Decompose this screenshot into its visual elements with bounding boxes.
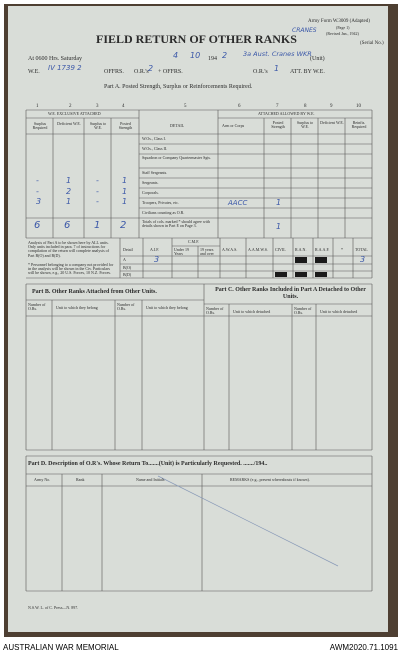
part-b-col: Number of O.Rs. bbox=[117, 302, 135, 311]
part-d-col: Name and Initials bbox=[136, 477, 165, 482]
col-number: 9 bbox=[330, 104, 333, 109]
detail-row: W.Os., Class I. bbox=[142, 136, 166, 141]
col-header: Surplus Required bbox=[32, 121, 48, 130]
detail-row: Civilians counting as O.R. bbox=[142, 210, 185, 215]
analysis-note-2: * Personnel belonging to a company not provided for in the analysis will be shown in the Civ. Particulars will be shown, e.g., 20 U.S. Forces, 10 N.Z. Forces. bbox=[28, 262, 114, 276]
hw-total: 6 bbox=[64, 220, 71, 231]
col-header: Deficient W.E. bbox=[320, 120, 344, 125]
analysis-row-label: B(O) bbox=[123, 265, 132, 270]
offrs-plus-label: + OFFRS. bbox=[158, 69, 183, 75]
analysis-star: * bbox=[341, 247, 343, 252]
hw-entry: 3 bbox=[36, 197, 42, 206]
analysis-total-label: TOTAL bbox=[355, 247, 368, 252]
part-d-title: Part D. Description of O.R's. Whose Return To.......(Unit) is Particularly Requested. ......./194.. bbox=[28, 461, 268, 467]
col-header: Surplus to W.E. bbox=[296, 120, 314, 129]
col-number: 4 bbox=[122, 104, 125, 109]
part-c-col: Number of O.Rs. bbox=[294, 306, 312, 315]
detail-row: Totals of cols. marked * should agree with details shown in Part E on Page 3. bbox=[142, 219, 210, 228]
part-c-title: Part C. Other Ranks Included in Part A Detached to Other Units. bbox=[215, 287, 366, 300]
printer-imprint: N.S.W. L. of C. Press—N. 897. bbox=[28, 605, 79, 610]
hw-total: 2 bbox=[120, 220, 127, 231]
part-d-col: Army No. bbox=[34, 477, 51, 482]
analysis-over19: 19 years and over bbox=[200, 247, 214, 256]
part-d-col: Rank bbox=[76, 477, 85, 482]
offrs-label: OFFRS. bbox=[104, 69, 124, 75]
hw-entry: - bbox=[96, 176, 99, 185]
hw-entry: 1 bbox=[122, 176, 128, 185]
att-label: ATT. BY W.E. bbox=[290, 69, 325, 75]
col-number: 1 bbox=[36, 104, 39, 109]
hw-entry: - bbox=[96, 187, 99, 196]
hw-total: 6 bbox=[34, 220, 41, 231]
revised-date: (Revised Jan., 1942) bbox=[326, 31, 359, 36]
col-number: 7 bbox=[276, 104, 279, 109]
analysis-row-label: B(D) bbox=[123, 272, 132, 277]
col-number: 2 bbox=[69, 104, 72, 109]
hw-entry: - bbox=[36, 187, 39, 196]
analysis-civil: CIVIL bbox=[275, 247, 286, 252]
analysis-raaf: R.A.A.F. bbox=[315, 247, 330, 252]
at-line: At 0600 Hrs. Saturday bbox=[28, 56, 82, 62]
unit-handwritten: 3a Aust. Cranes WKR bbox=[243, 50, 312, 58]
date-day: 4 bbox=[173, 51, 179, 60]
part-c-col: Number of O.Rs. bbox=[206, 306, 224, 315]
col-number: 8 bbox=[304, 104, 307, 109]
hw-entry: 1 bbox=[122, 197, 128, 206]
left-group-header: W.E. EXCLUSIVE ATTACHED bbox=[48, 111, 101, 116]
serial-label: (Serial No.) bbox=[360, 41, 384, 46]
analysis-cmf-label: C.M.F. bbox=[188, 239, 200, 244]
page-indicator: (Page 1) bbox=[336, 25, 350, 30]
ors-value: 1 bbox=[274, 64, 280, 73]
part-d-col: REMARKS (e.g., present whereabouts if known). bbox=[230, 477, 310, 482]
analysis-aif-label: A.I.F. bbox=[150, 247, 160, 252]
analysis-row-label: A bbox=[123, 257, 126, 262]
we-label: W.E. bbox=[28, 69, 40, 75]
form-title: FIELD RETURN OF OTHER RANKS bbox=[96, 32, 297, 46]
part-b-col: Number of O.Rs. bbox=[28, 302, 46, 311]
hw-aif-value: 3 bbox=[154, 255, 160, 264]
col-header: Deficient W.E. bbox=[57, 121, 81, 126]
detail-row: Sergeants. bbox=[142, 180, 159, 185]
we-value: IV 1739 2 bbox=[48, 64, 82, 72]
hw-entry: 1 bbox=[66, 197, 72, 206]
hw-total: 1 bbox=[276, 222, 282, 231]
hw-total-value: 3 bbox=[360, 255, 366, 264]
col-number: 6 bbox=[238, 104, 241, 109]
footer-institution: AUSTRALIAN WAR MEMORIAL bbox=[3, 643, 119, 652]
hw-entry: 2 bbox=[66, 187, 72, 196]
detail-row: Troopers, Privates, etc. bbox=[142, 200, 179, 205]
analysis-aws: A.W.A.S. bbox=[222, 247, 238, 252]
form-sheet bbox=[8, 6, 388, 632]
detail-header: DETAIL bbox=[170, 123, 185, 128]
form-grid bbox=[8, 6, 388, 632]
part-b-col: Unit to which they belong bbox=[146, 305, 188, 310]
hw-entry: 1 bbox=[276, 198, 282, 207]
ors2-label: O.R.'s bbox=[253, 69, 268, 75]
detail-row: Corporals. bbox=[142, 190, 159, 195]
part-c-col: Unit to which detached bbox=[233, 309, 271, 314]
col-number: 5 bbox=[184, 104, 187, 109]
footer-accession: AWM2020.71.1091 bbox=[329, 643, 398, 652]
col-header: Arm or Corps bbox=[222, 123, 245, 128]
col-number: 10 bbox=[356, 104, 361, 109]
col-header: Posted Strength bbox=[271, 120, 285, 129]
analysis-under19: Under 19 Years bbox=[174, 247, 189, 256]
analysis-note: Analysis of Part A to be shown here by ALL units. Only units included in para. 7 of instructions for compilation of the return will complete analysis of Part B(O) and B(D). bbox=[28, 240, 109, 258]
col-header: Reinfts. Required bbox=[351, 120, 367, 129]
detail-row: Staff Sergeants. bbox=[142, 170, 168, 175]
part-c-col: Unit to which detached bbox=[320, 309, 358, 314]
date-year-digit: 2 bbox=[222, 51, 228, 60]
part-b-col: Unit to which they belong bbox=[56, 305, 98, 310]
hw-total: 1 bbox=[94, 220, 101, 231]
right-group-header: ATTACHED ALLOWED BY W.E. bbox=[258, 111, 315, 116]
col-header: Posted Strength bbox=[118, 121, 133, 130]
part-a-title: Part A. Posted Strength, Surplus or Reinforcements Required. bbox=[104, 84, 253, 90]
ors-label: O.R.'s bbox=[134, 69, 149, 75]
detail-row: Squadron or Company Quartermaster Sgts. bbox=[142, 155, 211, 160]
hw-entry: 1 bbox=[122, 187, 128, 196]
col-number: 3 bbox=[96, 104, 99, 109]
hw-arm-corps: AACC bbox=[228, 199, 248, 207]
analysis-aamws: A.A.M.W.S. bbox=[248, 247, 268, 252]
date-month: 10 bbox=[190, 51, 201, 60]
army-form-number: Army Form W.3009 (Adapted) bbox=[308, 19, 370, 24]
date-year-prefix: 194 bbox=[208, 56, 217, 62]
archive-footer bbox=[0, 641, 402, 653]
analysis-ran: R.A.N. bbox=[295, 247, 307, 252]
col-header: Surplus to W.E. bbox=[89, 121, 107, 130]
hw-entry: 1 bbox=[66, 176, 72, 185]
detail-row: W.Os., Class II. bbox=[142, 146, 168, 151]
part-b-title: Part B. Other Ranks Attached from Other Units. bbox=[32, 289, 157, 295]
analysis-detail-label: Detail bbox=[123, 247, 133, 252]
offrs-value: 2 bbox=[148, 64, 154, 73]
hw-entry: - bbox=[96, 197, 99, 206]
hw-entry: - bbox=[36, 176, 39, 185]
unit-handwritten-2: CRANES bbox=[292, 27, 317, 34]
unit-label: (Unit) bbox=[310, 56, 325, 62]
